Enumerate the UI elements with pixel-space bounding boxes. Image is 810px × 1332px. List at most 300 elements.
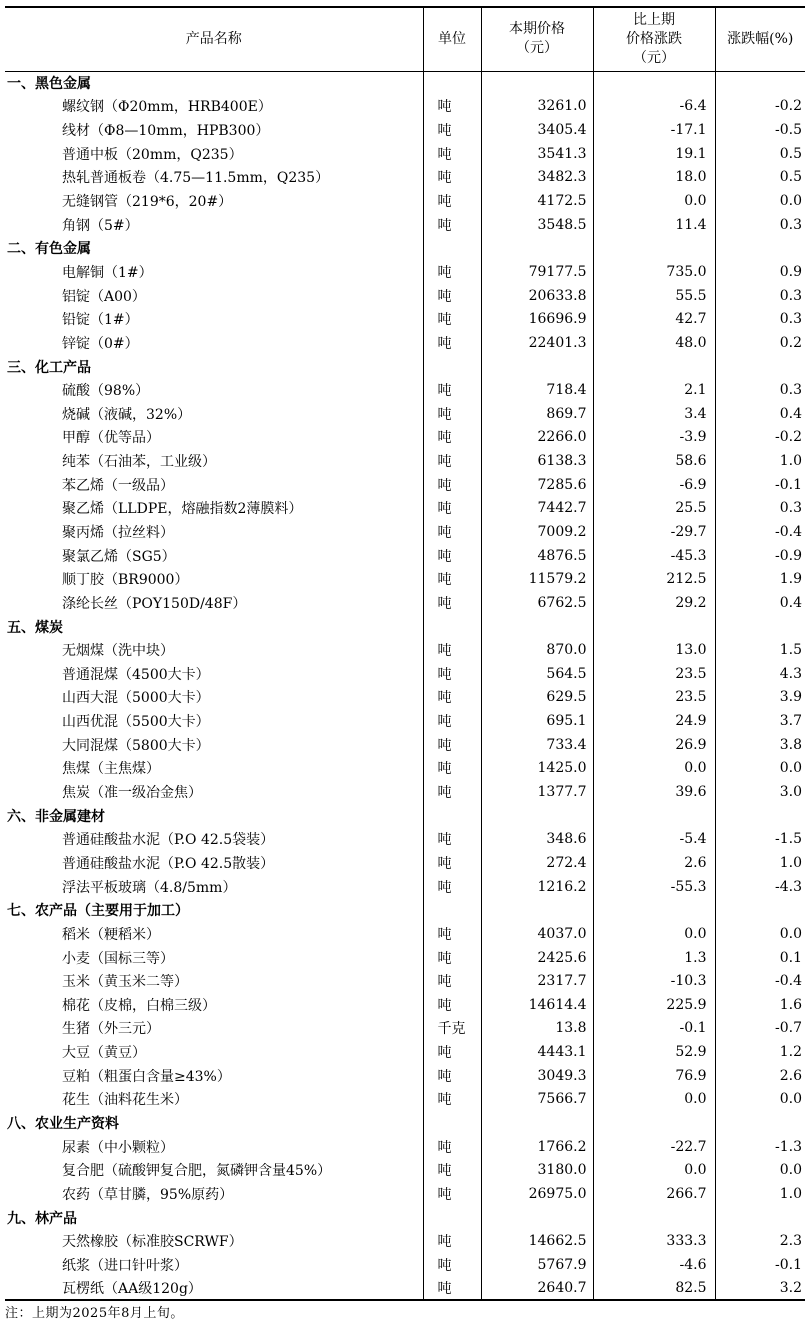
- table-row: [5, 993, 805, 1017]
- category-name: 三、化工产品: [7, 359, 91, 376]
- product-name: 焦炭（准一级冶金焦）: [62, 785, 202, 802]
- change-cell: 48.0: [593, 331, 715, 355]
- empty-cell: [423, 1206, 481, 1230]
- product-name: 复合肥（硫酸钾复合肥，氮磷钾含量45%）: [62, 1163, 332, 1180]
- change-cell: -6.4: [593, 95, 715, 119]
- empty-cell: [593, 1206, 715, 1230]
- table-row: [5, 733, 805, 757]
- pct-cell: 0.4: [715, 402, 805, 426]
- change-cell: 1.3: [593, 946, 715, 970]
- category-name: 九、林产品: [7, 1210, 77, 1227]
- empty-cell: [481, 71, 593, 95]
- pct-cell: 1.2: [715, 1040, 805, 1064]
- product-name: 普通混煤（4500大卡）: [62, 666, 210, 683]
- change-cell: 225.9: [593, 993, 715, 1017]
- table-row: [5, 757, 805, 781]
- product-name: 普通中板（20mm，Q235）: [62, 146, 243, 163]
- change-cell: -45.3: [593, 544, 715, 568]
- category-row: [5, 355, 805, 379]
- table-row: [5, 1040, 805, 1064]
- pct-cell: 3.7: [715, 709, 805, 733]
- empty-cell: [423, 236, 481, 260]
- pct-cell: 0.3: [715, 307, 805, 331]
- category-name: 一、黑色金属: [7, 76, 91, 93]
- pct-cell: 0.4: [715, 591, 805, 615]
- price-cell: 79177.5: [481, 260, 593, 284]
- pct-cell: 0.5: [715, 166, 805, 190]
- product-name: 小麦（国标三等）: [62, 950, 174, 967]
- table-row: [5, 828, 805, 852]
- product-name: 天然橡胶（标准胶SCRWF）: [62, 1234, 243, 1251]
- price-cell: 2640.7: [481, 1277, 593, 1301]
- price-cell: 4443.1: [481, 1040, 593, 1064]
- pct-cell: 0.0: [715, 1088, 805, 1112]
- pct-cell: 0.3: [715, 284, 805, 308]
- category-row: [5, 71, 805, 95]
- unit-cell: 吨: [423, 757, 481, 781]
- price-cell: 14614.4: [481, 993, 593, 1017]
- change-cell: 26.9: [593, 733, 715, 757]
- unit-cell: 吨: [423, 946, 481, 970]
- product-name: 纯苯（石油苯，工业级）: [62, 454, 216, 471]
- price-cell: 4037.0: [481, 922, 593, 946]
- change-cell: -10.3: [593, 969, 715, 993]
- empty-cell: [423, 71, 481, 95]
- price-cell: 7442.7: [481, 497, 593, 521]
- empty-cell: [423, 804, 481, 828]
- product-name: 瓦楞纸（AA级120g）: [5, 1277, 423, 1301]
- product-name: 顺丁胶（BR9000）: [62, 572, 189, 589]
- price-cell: 870.0: [481, 638, 593, 662]
- empty-cell: [715, 615, 805, 639]
- category-name: 二、有色金属: [7, 241, 91, 258]
- pct-cell: 0.3: [715, 378, 805, 402]
- price-cell: 2425.6: [481, 946, 593, 970]
- pct-cell: -0.5: [715, 118, 805, 142]
- price-cell: 3482.3: [481, 166, 593, 190]
- header-current-price: 本期价格 （元）: [481, 7, 593, 71]
- price-cell: 695.1: [481, 709, 593, 733]
- price-cell: 7009.2: [481, 520, 593, 544]
- change-cell: 18.0: [593, 166, 715, 190]
- product-name: 角钢（5#）: [62, 217, 139, 234]
- table-row: [5, 686, 805, 710]
- unit-cell: 吨: [423, 213, 481, 237]
- table-row: [5, 875, 805, 899]
- price-cell: 2317.7: [481, 969, 593, 993]
- change-cell: 23.5: [593, 686, 715, 710]
- unit-cell: 吨: [423, 780, 481, 804]
- change-cell: 39.6: [593, 780, 715, 804]
- pct-cell: -0.1: [715, 1253, 805, 1277]
- unit-cell: 吨: [423, 875, 481, 899]
- change-cell: -22.7: [593, 1135, 715, 1159]
- unit-cell: 吨: [423, 95, 481, 119]
- table-row: [5, 166, 805, 190]
- unit-cell: 吨: [423, 284, 481, 308]
- product-name: 电解铜（1#）: [62, 264, 153, 281]
- change-cell: -29.7: [593, 520, 715, 544]
- change-cell: 42.7: [593, 307, 715, 331]
- empty-cell: [715, 898, 805, 922]
- unit-cell: 吨: [423, 1229, 481, 1253]
- change-cell: 2.6: [593, 851, 715, 875]
- product-name: 烧碱（液碱，32%）: [62, 406, 192, 423]
- table-row: [5, 497, 805, 521]
- price-cell: 6138.3: [481, 449, 593, 473]
- table-row: [5, 1229, 805, 1253]
- pct-cell: 0.0: [715, 1158, 805, 1182]
- header-product-name: 产品名称: [5, 7, 423, 71]
- pct-cell: 0.0: [715, 922, 805, 946]
- pct-cell: 0.1: [715, 946, 805, 970]
- change-cell: -0.1: [593, 1017, 715, 1041]
- unit-cell: 吨: [423, 922, 481, 946]
- product-name: 纸浆（进口针叶浆）: [62, 1257, 188, 1274]
- unit-cell: 吨: [423, 378, 481, 402]
- change-cell: 25.5: [593, 497, 715, 521]
- pct-cell: 2.6: [715, 1064, 805, 1088]
- category-row: [5, 236, 805, 260]
- unit-cell: 吨: [423, 1040, 481, 1064]
- table-row: [5, 922, 805, 946]
- unit-cell: 吨: [423, 969, 481, 993]
- pct-cell: 0.3: [715, 497, 805, 521]
- pct-cell: -0.7: [715, 1017, 805, 1041]
- change-cell: 266.7: [593, 1182, 715, 1206]
- empty-cell: [593, 804, 715, 828]
- unit-cell: 吨: [423, 260, 481, 284]
- price-cell: 1766.2: [481, 1135, 593, 1159]
- product-name: 热轧普通板卷（4.75—11.5mm，Q235）: [62, 170, 330, 187]
- empty-cell: [481, 1111, 593, 1135]
- pct-cell: -0.1: [715, 473, 805, 497]
- change-cell: 11.4: [593, 213, 715, 237]
- table-body: [5, 71, 805, 1300]
- change-cell: 0.0: [593, 922, 715, 946]
- unit-cell: 吨: [423, 851, 481, 875]
- change-cell: 23.5: [593, 662, 715, 686]
- category-row: [5, 1111, 805, 1135]
- empty-cell: [481, 236, 593, 260]
- unit-cell: 吨: [423, 662, 481, 686]
- category-name: 八、农业生产资料: [7, 1116, 119, 1132]
- unit-cell: 吨: [423, 307, 481, 331]
- empty-cell: [593, 1111, 715, 1135]
- unit-cell: 吨: [423, 497, 481, 521]
- pct-cell: 0.0: [715, 189, 805, 213]
- pct-cell: 0.0: [715, 757, 805, 781]
- pct-cell: 3.0: [715, 780, 805, 804]
- price-cell: 3180.0: [481, 1158, 593, 1182]
- category-name: 七、农产品（主要用于加工）: [7, 903, 189, 920]
- change-cell: 13.0: [593, 638, 715, 662]
- pct-cell: 1.6: [715, 993, 805, 1017]
- product-name: 山西优混（5500大卡）: [62, 714, 210, 731]
- unit-cell: 吨: [423, 993, 481, 1017]
- header-change-pct: 涨跌幅(%): [715, 7, 805, 71]
- unit-cell: 吨: [423, 709, 481, 733]
- table-row: [5, 709, 805, 733]
- category-row: [5, 1206, 805, 1230]
- empty-cell: [715, 1111, 805, 1135]
- product-name: 生猪（外三元）: [62, 1021, 160, 1038]
- unit-cell: 吨: [423, 1135, 481, 1159]
- pct-cell: 1.0: [715, 449, 805, 473]
- table-row: [5, 402, 805, 426]
- product-name: 无缝钢管（219*6，20#）: [62, 194, 233, 211]
- product-name: 螺纹钢（Φ20mm，HRB400E）: [62, 99, 272, 116]
- change-cell: 19.1: [593, 142, 715, 166]
- table-row: [5, 591, 805, 615]
- table-row: [5, 142, 805, 166]
- product-name: 锌锭（0#）: [62, 335, 139, 352]
- unit-cell: 吨: [423, 473, 481, 497]
- empty-cell: [593, 71, 715, 95]
- unit-cell: 吨: [423, 449, 481, 473]
- unit-cell: 吨: [423, 1088, 481, 1112]
- change-cell: 333.3: [593, 1229, 715, 1253]
- pct-cell: 2.3: [715, 1229, 805, 1253]
- change-cell: -6.9: [593, 473, 715, 497]
- table-row: [5, 449, 805, 473]
- price-cell: 629.5: [481, 686, 593, 710]
- price-cell: 7566.7: [481, 1088, 593, 1112]
- table-row: [5, 567, 805, 591]
- unit-cell: 吨: [423, 544, 481, 568]
- price-cell: 3548.5: [481, 213, 593, 237]
- change-cell: 76.9: [593, 1064, 715, 1088]
- change-cell: 82.5: [593, 1277, 715, 1301]
- price-cell: 4876.5: [481, 544, 593, 568]
- price-cell: 869.7: [481, 402, 593, 426]
- product-name: 无烟煤（洗中块）: [62, 643, 174, 660]
- table-row: [5, 378, 805, 402]
- product-name: 涤纶长丝（POY150D/48F）: [62, 595, 247, 612]
- price-cell: 5767.9: [481, 1253, 593, 1277]
- change-cell: 2.1: [593, 378, 715, 402]
- pct-cell: -1.3: [715, 1135, 805, 1159]
- empty-cell: [423, 1111, 481, 1135]
- category-row: [5, 804, 805, 828]
- price-cell: 3541.3: [481, 142, 593, 166]
- pct-cell: -1.5: [715, 828, 805, 852]
- price-cell: 3405.4: [481, 118, 593, 142]
- price-cell: 4172.5: [481, 189, 593, 213]
- table-row: [5, 1277, 805, 1301]
- change-cell: 0.0: [593, 189, 715, 213]
- pct-cell: -0.2: [715, 426, 805, 450]
- pct-cell: 1.9: [715, 567, 805, 591]
- table-row: [5, 473, 805, 497]
- price-cell: 1216.2: [481, 875, 593, 899]
- price-cell: 2266.0: [481, 426, 593, 450]
- product-name: 甲醇（优等品）: [62, 430, 160, 447]
- empty-cell: [481, 615, 593, 639]
- product-name: 硫酸（98%）: [62, 383, 150, 400]
- table-row: [5, 331, 805, 355]
- empty-cell: [593, 898, 715, 922]
- product-name: 铅锭（1#）: [62, 312, 139, 329]
- table-row: [5, 213, 805, 237]
- product-name: 焦煤（主焦煤）: [62, 761, 160, 778]
- pct-cell: 3.9: [715, 686, 805, 710]
- product-name: 玉米（黄玉米二等）: [62, 974, 188, 991]
- table-row: [5, 1064, 805, 1088]
- table-row: [5, 426, 805, 450]
- product-name: 聚氯乙烯（SG5）: [62, 548, 176, 565]
- empty-cell: [715, 236, 805, 260]
- change-cell: 0.0: [593, 757, 715, 781]
- price-cell: 20633.8: [481, 284, 593, 308]
- unit-cell: 吨: [423, 426, 481, 450]
- empty-cell: [481, 1206, 593, 1230]
- product-name: 大同混煤（5800大卡）: [62, 737, 210, 754]
- table-row: [5, 662, 805, 686]
- unit-cell: 吨: [423, 118, 481, 142]
- unit-cell: 吨: [423, 142, 481, 166]
- table-row: [5, 95, 805, 119]
- price-cell: 26975.0: [481, 1182, 593, 1206]
- price-cell: 14662.5: [481, 1229, 593, 1253]
- change-cell: 3.4: [593, 402, 715, 426]
- table-row: [5, 1158, 805, 1182]
- unit-cell: 吨: [423, 591, 481, 615]
- table-row: [5, 969, 805, 993]
- table-row: [5, 1135, 805, 1159]
- change-cell: 212.5: [593, 567, 715, 591]
- change-cell: -55.3: [593, 875, 715, 899]
- price-cell: 3049.3: [481, 1064, 593, 1088]
- category-row: [5, 615, 805, 639]
- product-name: 棉花（皮棉，白棉三级）: [62, 997, 216, 1014]
- table-row: [5, 260, 805, 284]
- header-unit: 单位: [423, 7, 481, 71]
- empty-cell: [593, 615, 715, 639]
- price-cell: 718.4: [481, 378, 593, 402]
- product-name: 尿素（中小颗粒）: [62, 1139, 174, 1156]
- pct-cell: -0.4: [715, 520, 805, 544]
- pct-cell: 3.8: [715, 733, 805, 757]
- product-name: 普通硅酸盐水泥（P.O 42.5散装）: [62, 855, 275, 872]
- footnote: 注：上期为2025年8月上旬。: [5, 1306, 184, 1321]
- product-name: 稻米（粳稻米）: [62, 926, 160, 943]
- table-row: [5, 1253, 805, 1277]
- pct-cell: -4.3: [715, 875, 805, 899]
- product-name: 山西大混（5000大卡）: [62, 690, 210, 707]
- price-cell: 3261.0: [481, 95, 593, 119]
- change-cell: 29.2: [593, 591, 715, 615]
- price-table: [5, 6, 805, 1301]
- table-row: [5, 780, 805, 804]
- category-name: 五、煤炭: [7, 619, 63, 636]
- unit-cell: 吨: [423, 638, 481, 662]
- table-row: [5, 284, 805, 308]
- product-name: 豆粕（粗蛋白含量≥43%）: [62, 1068, 231, 1085]
- unit-cell: 吨: [423, 567, 481, 591]
- table-row: [5, 1088, 805, 1112]
- empty-cell: [423, 898, 481, 922]
- empty-cell: [481, 355, 593, 379]
- pct-cell: 0.2: [715, 331, 805, 355]
- empty-cell: [481, 804, 593, 828]
- pct-cell: -0.4: [715, 969, 805, 993]
- empty-cell: [715, 1206, 805, 1230]
- change-cell: -3.9: [593, 426, 715, 450]
- pct-cell: 1.5: [715, 638, 805, 662]
- unit-cell: 吨: [423, 402, 481, 426]
- table-row: [5, 307, 805, 331]
- change-cell: 0.0: [593, 1158, 715, 1182]
- empty-cell: [423, 355, 481, 379]
- pct-cell: 1.0: [715, 851, 805, 875]
- unit-cell: 吨: [423, 331, 481, 355]
- empty-cell: [481, 898, 593, 922]
- table-row: [5, 946, 805, 970]
- table-row: [5, 544, 805, 568]
- price-cell: 16696.9: [481, 307, 593, 331]
- category-row: [5, 898, 805, 922]
- empty-cell: [423, 615, 481, 639]
- unit-cell: 吨: [423, 1277, 481, 1301]
- change-cell: -17.1: [593, 118, 715, 142]
- product-name: 农药（草甘膦，95%原药）: [62, 1186, 234, 1203]
- price-cell: 564.5: [481, 662, 593, 686]
- unit-cell: 吨: [423, 166, 481, 190]
- category-name: 六、非金属建材: [7, 808, 105, 825]
- unit-cell: 吨: [423, 733, 481, 757]
- price-cell: 733.4: [481, 733, 593, 757]
- pct-cell: 4.3: [715, 662, 805, 686]
- price-cell: 7285.6: [481, 473, 593, 497]
- empty-cell: [715, 71, 805, 95]
- pct-cell: 0.5: [715, 142, 805, 166]
- pct-cell: 1.0: [715, 1182, 805, 1206]
- pct-cell: -0.2: [715, 95, 805, 119]
- change-cell: 0.0: [593, 1088, 715, 1112]
- product-name: 大豆（黄豆）: [62, 1045, 146, 1062]
- price-cell: 22401.3: [481, 331, 593, 355]
- table-row: [5, 1017, 805, 1041]
- change-cell: 735.0: [593, 260, 715, 284]
- price-cell: 11579.2: [481, 567, 593, 591]
- price-cell: 1377.7: [481, 780, 593, 804]
- unit-cell: 吨: [423, 1064, 481, 1088]
- product-name: 线材（Φ8—10mm，HPB300）: [62, 123, 270, 140]
- product-name: 苯乙烯（一级品）: [62, 477, 174, 494]
- change-cell: 24.9: [593, 709, 715, 733]
- price-cell: 13.8: [481, 1017, 593, 1041]
- unit-cell: 吨: [423, 189, 481, 213]
- unit-cell: 千克: [423, 1017, 481, 1041]
- empty-cell: [593, 355, 715, 379]
- product-name: 浮法平板玻璃（4.8/5mm）: [62, 879, 237, 896]
- header-price-change: 比上期 价格涨跌 （元）: [593, 7, 715, 71]
- price-cell: 348.6: [481, 828, 593, 852]
- table-row: [5, 638, 805, 662]
- pct-cell: 0.3: [715, 213, 805, 237]
- change-cell: -4.6: [593, 1253, 715, 1277]
- unit-cell: 吨: [423, 1253, 481, 1277]
- pct-cell: 3.2: [715, 1277, 805, 1301]
- change-cell: 55.5: [593, 284, 715, 308]
- table-row: [5, 520, 805, 544]
- table-row: [5, 118, 805, 142]
- empty-cell: [593, 236, 715, 260]
- table-row: [5, 1182, 805, 1206]
- product-name: 普通硅酸盐水泥（P.O 42.5袋装）: [62, 832, 275, 849]
- product-name: 聚乙烯（LLDPE，熔融指数2薄膜料）: [62, 501, 303, 518]
